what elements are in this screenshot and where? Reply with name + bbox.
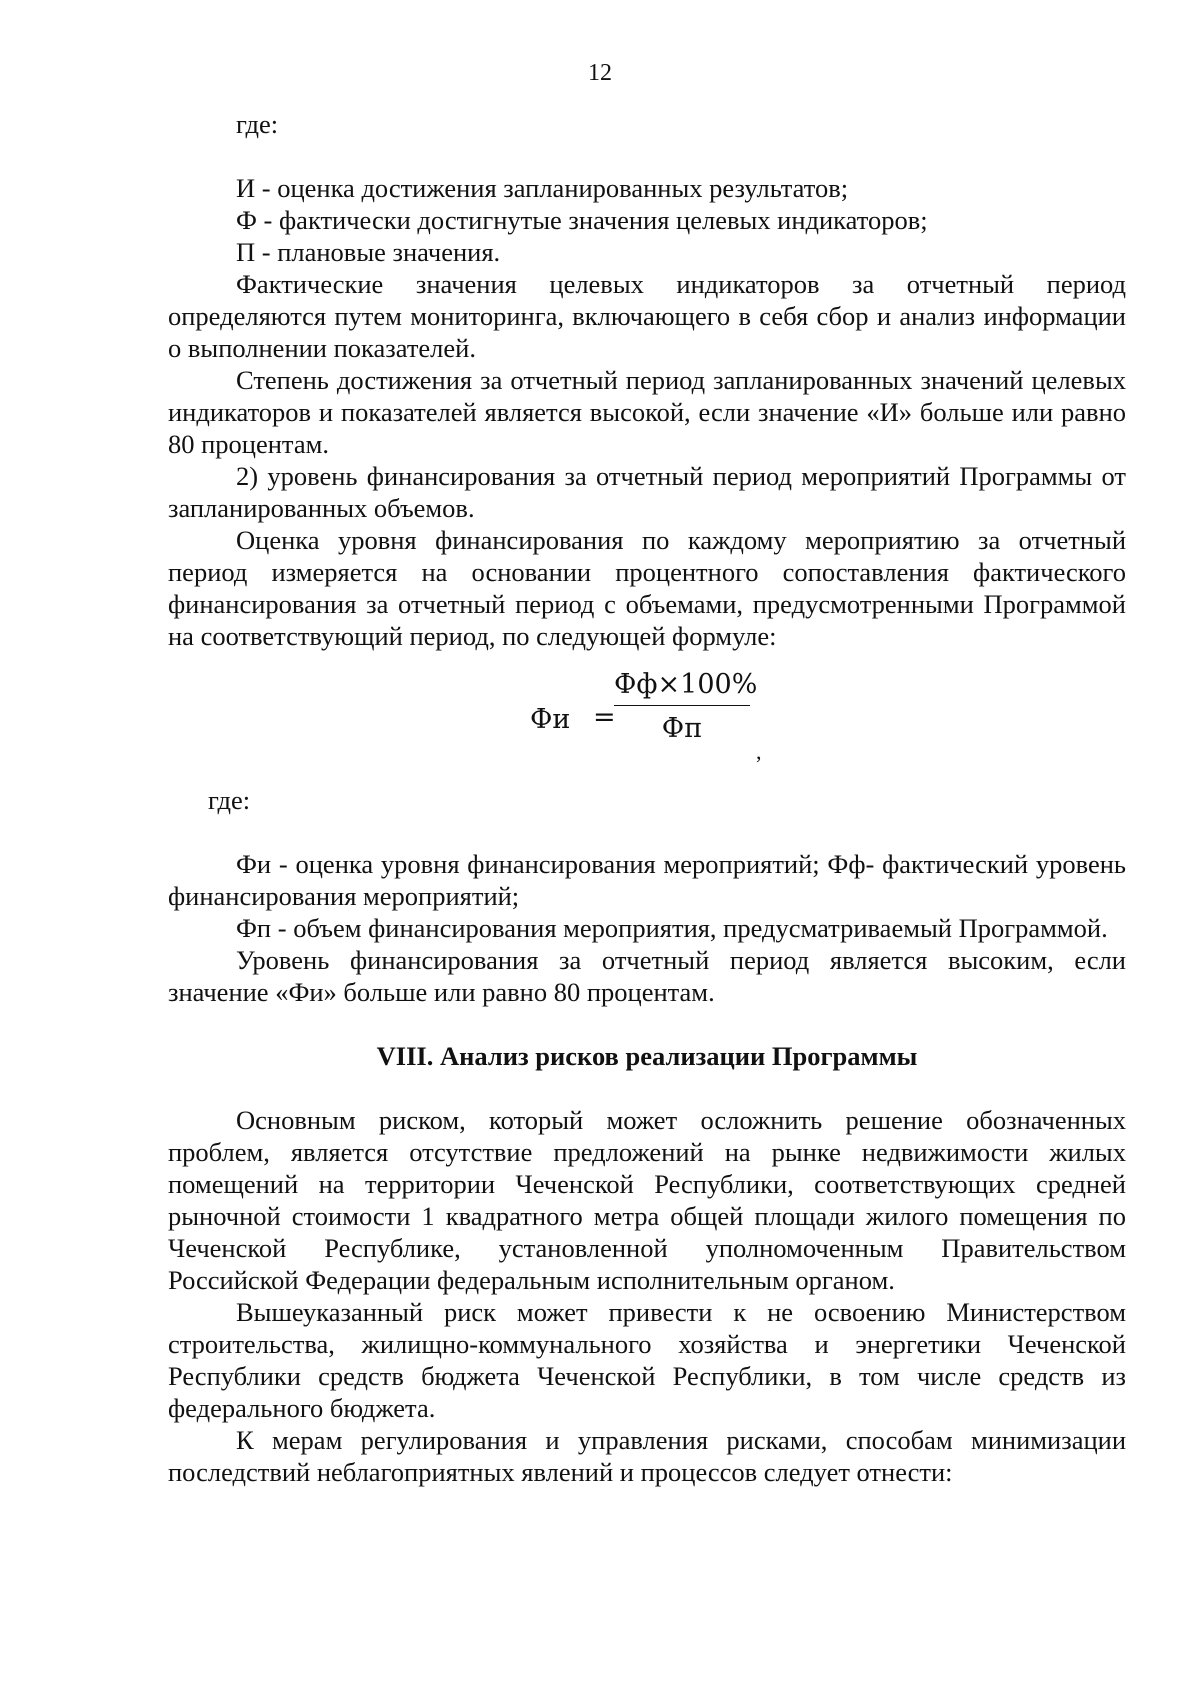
- formula-fraction: [614, 668, 758, 746]
- paragraph: 2) уровень финансирования за отчетный период мероприятий Программы от запланированных объемов.: [168, 461, 1126, 523]
- paragraph: Вышеуказанный риск может привести к не освоению Министерством строительства, жилищно-коммунального хозяйства и энергетики Чеченской Республики средств бюджета Чеченской Республики, в том числе средств из федерального бюджета.: [168, 1297, 1126, 1423]
- definition-item: И - оценка достижения запланированных результатов;: [236, 173, 849, 203]
- definition-item: Ф - фактически достигнутые значения целевых индикаторов;: [236, 205, 928, 235]
- where-label: где:: [208, 785, 251, 815]
- paragraph: Степень достижения за отчетный период запланированных значений целевых индикаторов и показателей является высокой, если значение «И» больше или равно 80 процентам.: [168, 365, 1126, 459]
- paragraph: Фактические значения целевых индикаторов за отчетный период определяются путем мониторинга, включающего в себя сбор и анализ информации о выполнении показателей.: [168, 269, 1126, 363]
- paragraph: Оценка уровня финансирования по каждому мероприятию за отчетный период измеряется на основании процентного сопоставления фактического финансирования за отчетный период с объемами, предусмотренными Программой на соответствующий период, по следующей формуле:: [168, 525, 1126, 651]
- financing-formula: [168, 666, 1126, 784]
- formula-denominator: Фп: [661, 713, 703, 744]
- paragraph: Уровень финансирования за отчетный период является высоким, если значение «Фи» больше или равно 80 процентам.: [168, 945, 1126, 1007]
- definition-item: П - плановые значения.: [236, 237, 501, 267]
- page-number: 12: [588, 60, 612, 86]
- formula-equals: =: [593, 702, 616, 733]
- where-label: где:: [236, 109, 279, 139]
- formula-lhs: Фи: [530, 704, 571, 735]
- formula-comma: ,: [756, 739, 762, 764]
- document-body: [168, 108, 1126, 1488]
- paragraph: Фп - объем финансирования мероприятия, предусматриваемый Программой.: [236, 913, 1108, 943]
- paragraph: Основным риском, который может осложнить решение обозначенных проблем, является отсутствие предложений на рынке недвижимости жилых помещений на территории Чеченской Республики, соответствующих средней рыночной стоимости 1 квадратного метра общей площади жилого помещения по Чеченской Республике, установленной уполномоченным Правительством Российской Федерации федеральным исполнительным органом.: [168, 1105, 1126, 1295]
- definitions-list: [168, 172, 1126, 268]
- paragraph: Фи - оценка уровня финансирования мероприятий; Фф- фактический уровень финансирования мероприятий;: [168, 849, 1126, 911]
- paragraph: К мерам регулирования и управления рисками, способам минимизации последствий неблагоприятных явлений и процессов следует отнести:: [168, 1425, 1126, 1487]
- section-heading: VIII. Анализ рисков реализации Программы: [376, 1041, 918, 1071]
- formula-numerator: Фф×100%: [614, 669, 758, 700]
- fraction-line: [614, 705, 750, 706]
